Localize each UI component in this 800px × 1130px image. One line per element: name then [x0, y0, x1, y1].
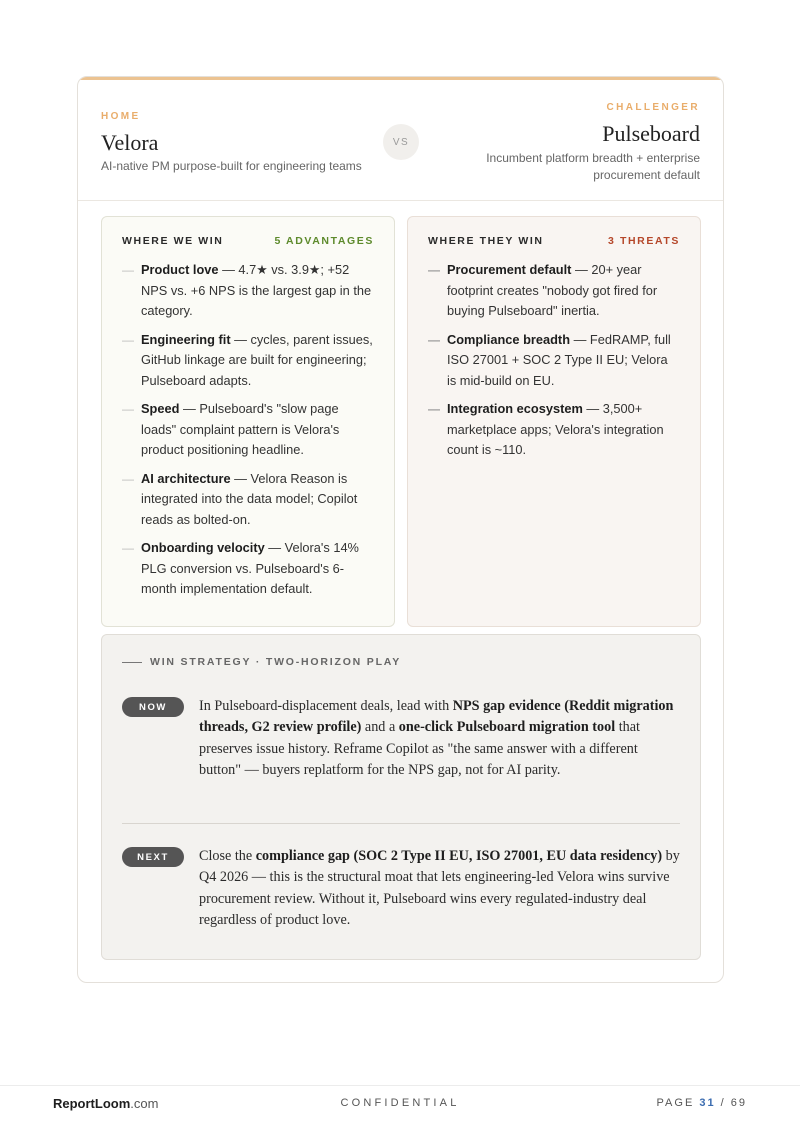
list-item	[122, 469, 374, 531]
strategy-divider	[122, 823, 680, 824]
list-item	[428, 399, 680, 461]
home-product-name: Velora	[101, 130, 159, 155]
item-heading: Speed	[141, 401, 180, 416]
strategy-title: WIN STRATEGY · TWO-HORIZON PLAY	[150, 656, 402, 668]
confidential-label: CONFIDENTIAL	[340, 1097, 460, 1109]
panel-title: WHERE THEY WIN	[428, 235, 544, 247]
item-heading: Integration ecosystem	[447, 401, 583, 416]
panel-title: WHERE WE WIN	[122, 235, 224, 247]
now-badge: NOW	[122, 697, 184, 717]
header-divider	[78, 200, 723, 201]
heading-rule	[122, 662, 142, 663]
where-they-win-panel	[407, 216, 701, 627]
strategy-row-next	[122, 846, 682, 932]
list-item	[122, 260, 374, 322]
dash-icon: —	[428, 402, 440, 416]
dash-icon: —	[428, 263, 440, 277]
item-heading: Procurement default	[447, 262, 572, 277]
dash-icon: —	[122, 541, 134, 555]
dash-icon: —	[122, 263, 134, 277]
dash-icon: —	[122, 402, 134, 416]
strategy-row-now	[122, 696, 682, 782]
item-text: — 20+ year footprint creates "nobody got fired for buying Pulseboard" inertia.	[447, 262, 658, 318]
challenger-product-description: Incumbent platform breadth + enterprise procurement default	[486, 151, 700, 182]
list-item	[122, 538, 374, 600]
now-text: In Pulseboard-displacement deals, lead with NPS gap evidence (Reddit migration threads, G2 review profile) and a one-click Pulseboard migration tool that preserves issue history. Reframe Copilot as "the same answer with a different button" — buyers replatform for the NPS gap, not for AI parity.	[199, 698, 674, 779]
challenger-tag: CHALLENGER	[606, 102, 700, 113]
list-item	[428, 330, 680, 392]
challenger-product-name: Pulseboard	[602, 121, 700, 146]
item-text: — Pulseboard's "slow page loads" complaint pattern is Velora's product positioning headline.	[141, 401, 340, 457]
home-product-description: AI-native PM purpose-built for engineering teams	[101, 159, 362, 173]
list-item	[428, 260, 680, 322]
next-badge: NEXT	[122, 847, 184, 867]
threats-count: 3 THREATS	[608, 235, 680, 247]
dash-icon: —	[122, 471, 134, 486]
item-text: — 3,500+ marketplace apps; Velora's integration count is ~110.	[447, 401, 664, 457]
page-number: PAGE 31 / 69	[656, 1097, 747, 1109]
footer-divider	[0, 1085, 800, 1086]
dash-icon: —	[428, 332, 440, 347]
comparison-card	[77, 76, 724, 983]
item-heading: Engineering fit	[141, 331, 231, 347]
item-text: — Velora's 14% PLG conversion vs. Pulseboard's 6-month implementation default.	[141, 540, 359, 596]
dash-icon: —	[122, 332, 134, 347]
item-heading: Compliance breadth	[447, 331, 571, 347]
list-item	[122, 399, 374, 461]
win-strategy-section	[101, 634, 701, 960]
card-accent-bar	[78, 77, 723, 80]
item-heading: AI architecture	[141, 470, 231, 486]
list-item	[122, 330, 374, 392]
advantages-count: 5 ADVANTAGES	[274, 235, 374, 247]
strategy-heading	[122, 656, 401, 668]
home-tag: HOME	[101, 111, 141, 122]
brand-logo: ReportLoom.com	[53, 1096, 159, 1111]
where-we-win-panel	[101, 216, 395, 627]
item-text: — 4.7★ vs. 3.9★; +52 NPS vs. +6 NPS is the largest gap in the category.	[141, 262, 372, 318]
item-heading: Product love	[141, 262, 219, 277]
vs-badge: VS	[383, 124, 419, 160]
next-text: Close the compliance gap (SOC 2 Type II EU, ISO 27001, EU data residency) by Q4 2026 — this is the structural moat that lets engineering-led Velora wins survive procurement review. Without it, Pulseboard wins every regulated-industry deal regardless of product love.	[199, 848, 680, 929]
item-text: — FedRAMP, full ISO 27001 + SOC 2 Type II EU; Velora is mid-build on EU.	[447, 331, 671, 388]
item-text: — cycles, parent issues, GitHub linkage are built for engineering; Pulseboard adapts.	[141, 331, 373, 388]
item-text: — Velora Reason is integrated into the data model; Copilot reads as bolted-on.	[141, 470, 358, 527]
item-heading: Onboarding velocity	[141, 540, 265, 555]
